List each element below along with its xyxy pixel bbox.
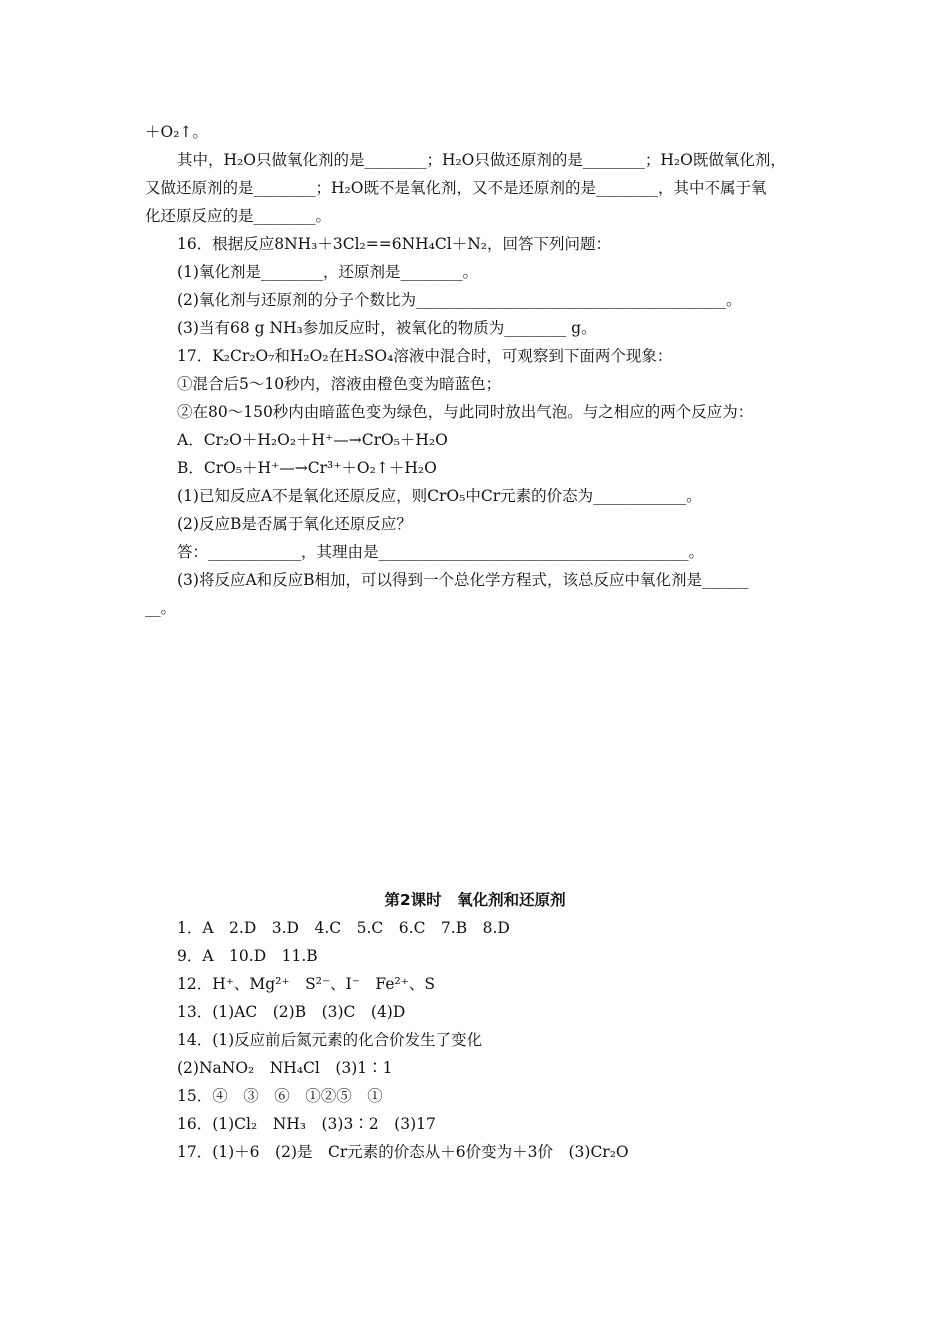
- question-line: (1)已知反应A不是氧化还原反应，则CrO₅中Cr元素的价态为____________。: [177, 487, 702, 505]
- answer-line: 9．A 10.D 11.B: [177, 947, 318, 965]
- question-17-stem: 17．K₂Cr₂O₇和H₂O₂在H₂SO₄溶液中混合时，可观察到下面两个现象：: [177, 347, 673, 365]
- question-line: 又做还原剂的是________；H₂O既不是氧化剂，又不是还原剂的是________，其中不属于氧: [145, 179, 767, 197]
- answer-section-title: 第2课时 氧化剂和还原剂: [384, 891, 566, 909]
- question-line: ②在80～150秒内由暗蓝色变为绿色，与此同时放出气泡。与之相应的两个反应为：: [177, 403, 754, 421]
- question-line: (2)氧化剂与还原剂的分子个数比为________________________________________。: [177, 291, 742, 309]
- answer-line: 16．(1)Cl₂ NH₃ (3)3∶2 (3)17: [177, 1115, 436, 1133]
- reaction-a: A．Cr₂O＋H₂O₂＋H⁺—→CrO₅＋H₂O: [177, 431, 448, 449]
- answer-line: 17．(1)＋6 (2)是 Cr元素的价态从＋6价变为＋3价 (3)Cr₂O: [177, 1143, 629, 1161]
- question-line: (2)反应B是否属于氧化还原反应？: [177, 515, 412, 533]
- question-line: 其中，H₂O只做氧化剂的是________；H₂O只做还原剂的是________；H₂O既做氧化剂，: [177, 151, 786, 169]
- answer-line: 1．A 2.D 3.D 4.C 5.C 6.C 7.B 8.D: [177, 919, 510, 937]
- question-line: 化还原反应的是________。: [145, 207, 332, 225]
- question-line: __。: [145, 599, 177, 617]
- answer-line: 14．(1)反应前后氮元素的化合价发生了变化: [177, 1031, 483, 1049]
- answer-line: 15．④ ③ ⑥ ①②⑤ ①: [177, 1087, 383, 1105]
- answer-line: (2)NaNO₂ NH₄Cl (3)1∶1: [177, 1059, 393, 1077]
- question-line: (3)将反应A和反应B相加，可以得到一个总化学方程式，该总反应中氧化剂是______: [177, 571, 749, 589]
- question-16-stem: 16．根据反应8NH₃＋3Cl₂==6NH₄Cl＋N₂，回答下列问题：: [177, 235, 611, 253]
- answer-line: 12．H⁺、Mg²⁺ S²⁻、I⁻ Fe²⁺、S: [177, 975, 436, 993]
- question-line: 答：____________，其理由是________________________________________。: [177, 543, 705, 561]
- question-line: (1)氧化剂是________，还原剂是________。: [177, 263, 478, 281]
- answer-line: 13．(1)AC (2)B (3)C (4)D: [177, 1003, 406, 1021]
- reaction-b: B．CrO₅＋H⁺—→Cr³⁺＋O₂↑＋H₂O: [177, 459, 437, 477]
- question-line: ＋O₂↑。: [145, 123, 208, 141]
- question-line: (3)当有68 g NH₃参加反应时，被氧化的物质为________ g。: [177, 319, 597, 337]
- question-line: ①混合后5～10秒内，溶液由橙色变为暗蓝色；: [177, 375, 502, 393]
